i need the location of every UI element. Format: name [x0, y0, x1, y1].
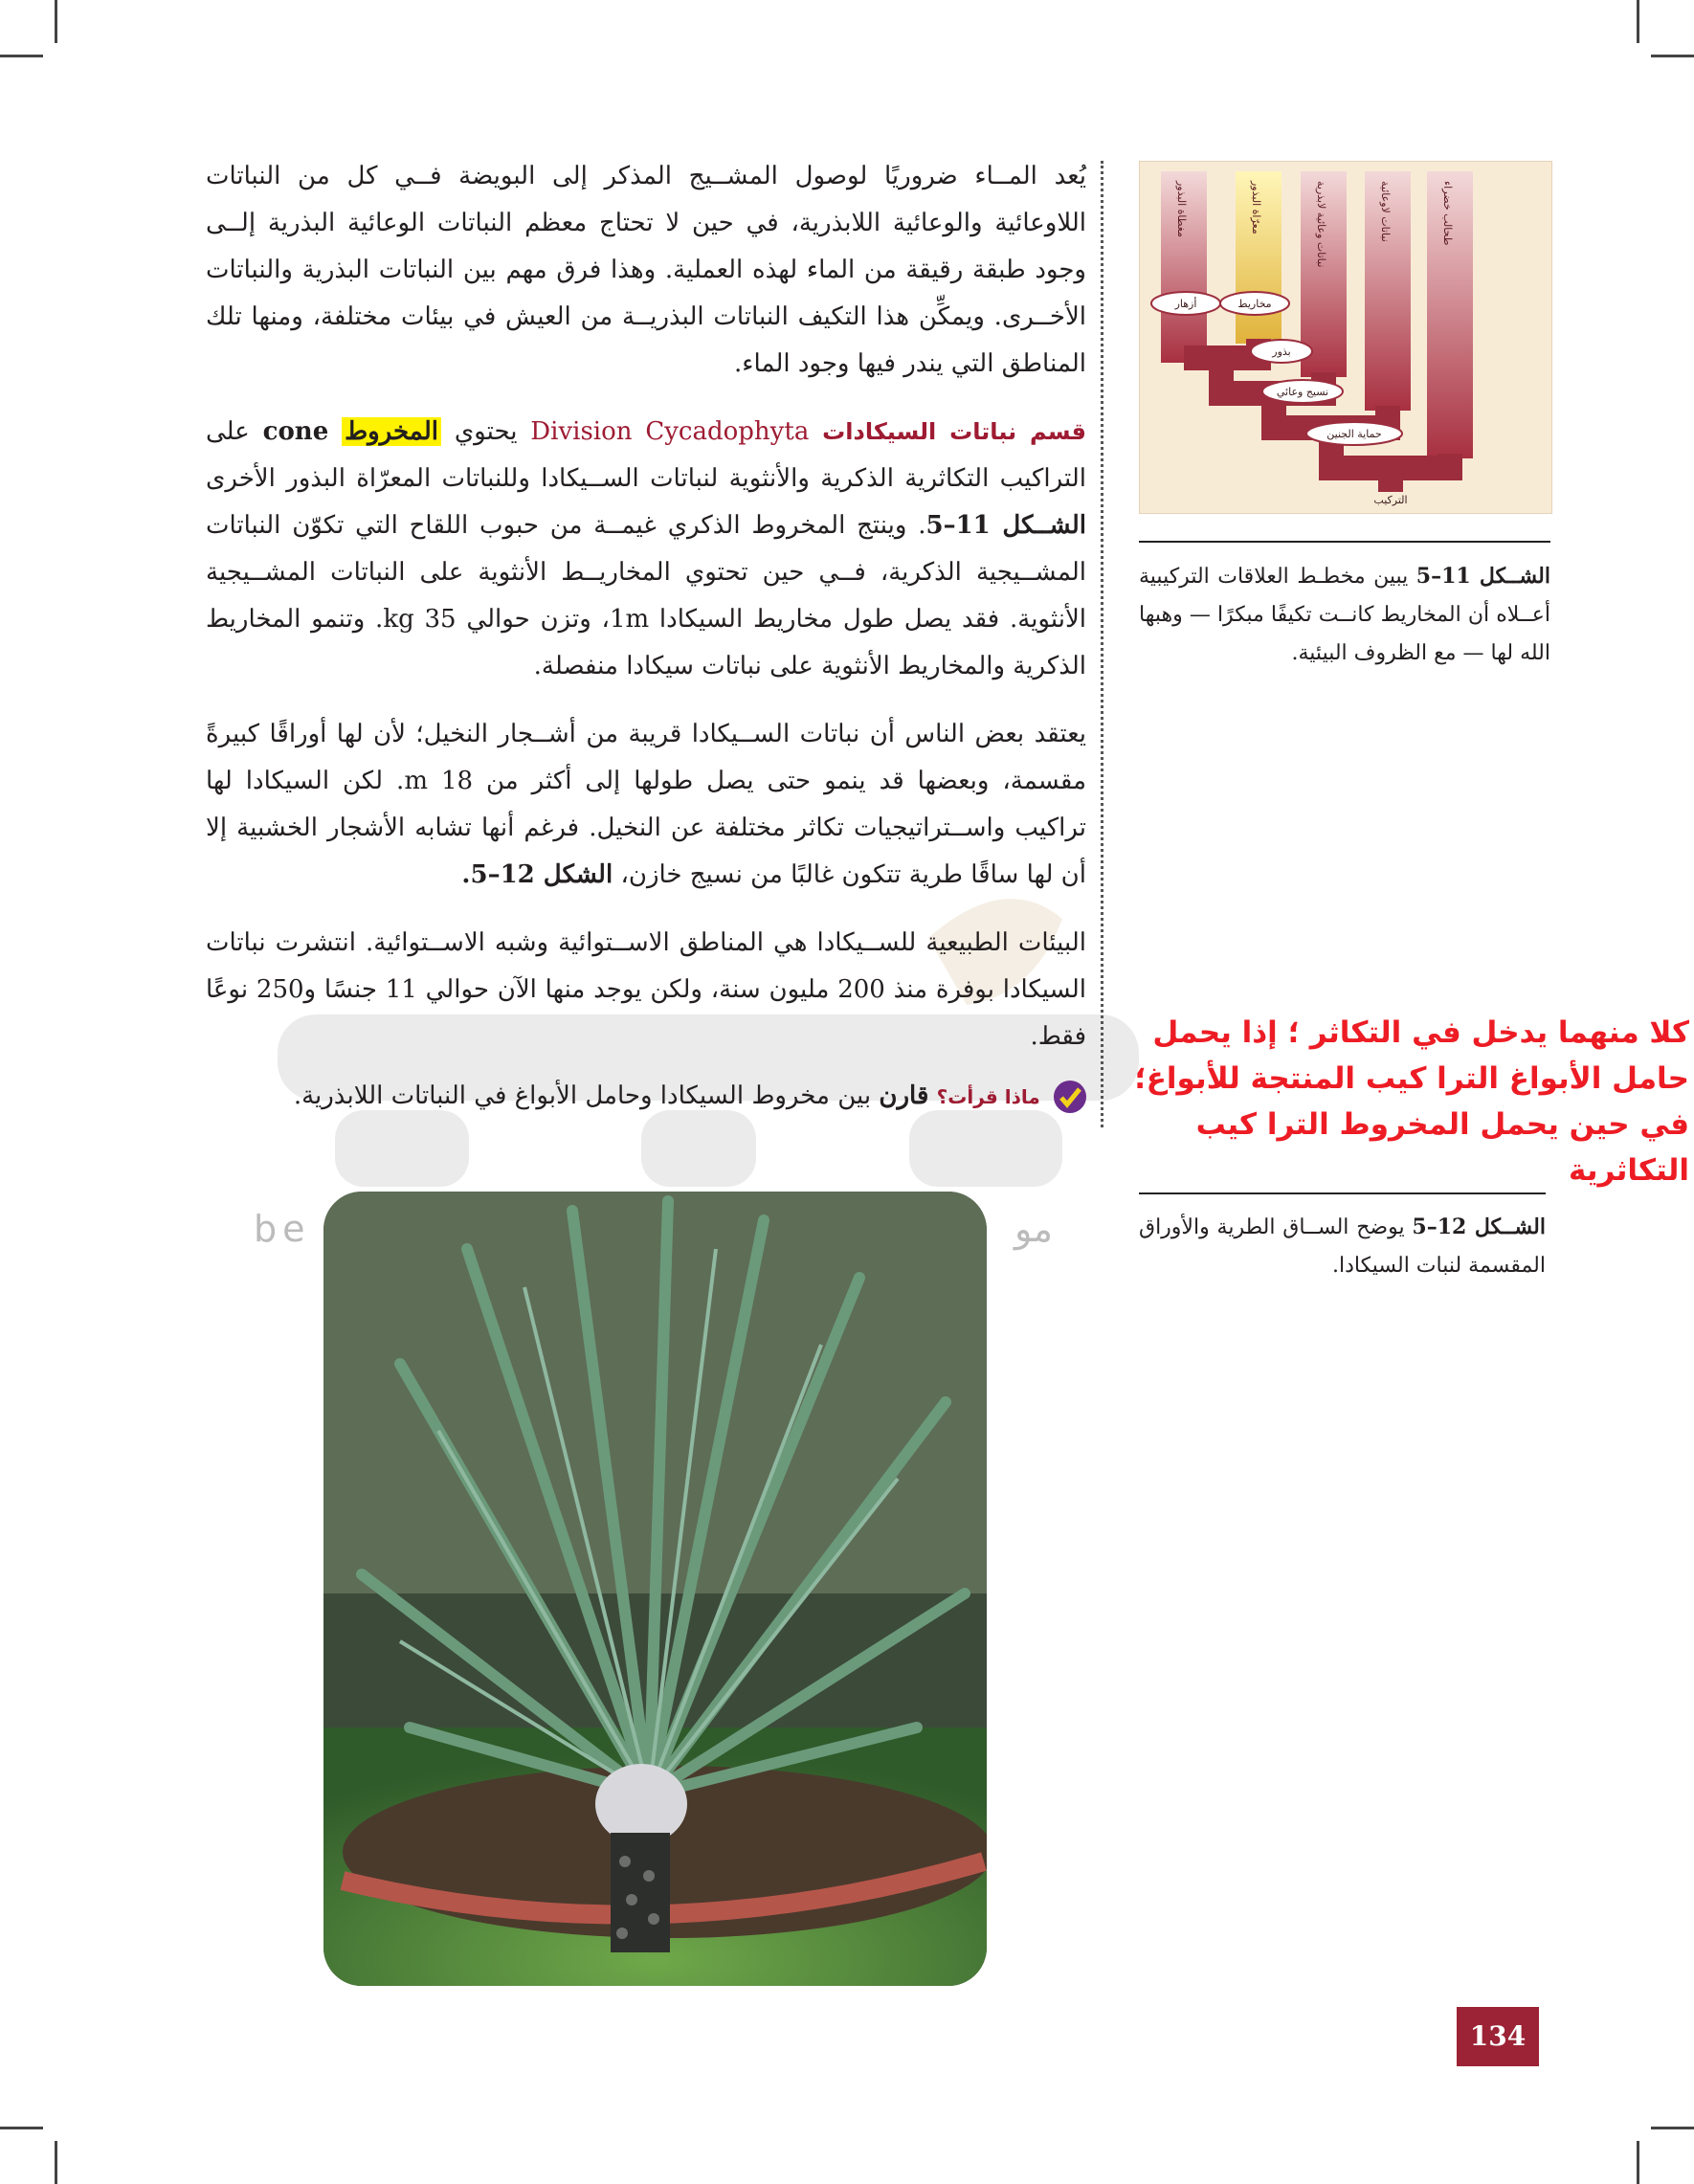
crop-mark-top-left	[55, 0, 57, 43]
figure-11-caption-text: يبين مخطـط العلاقات التركيبية أعــلاه أن المخاريط كانــت تكيفًا مبكرًا — وهبها الله لها — مع الظروف البيئية.	[1139, 565, 1550, 665]
checkmark-icon	[1054, 1081, 1086, 1113]
figure-ref-11: الشــكل 11–5	[925, 511, 1086, 540]
crop-mark-bottom-left	[55, 2141, 57, 2184]
column-divider	[1101, 161, 1103, 1127]
crop-mark-top-left-h	[0, 55, 43, 57]
crop-mark-top-right	[1637, 0, 1639, 43]
crop-mark-bottom-left-h	[0, 2127, 43, 2129]
section-heading-en: Division Cycadophyta	[530, 417, 810, 446]
axis-label-structure: التركيب	[1373, 494, 1408, 506]
crop-mark-bottom-right	[1637, 2141, 1639, 2184]
figure-12-ref: الشــكل 12–5	[1412, 1215, 1546, 1239]
node-seeds: بذور	[1272, 345, 1291, 358]
key-term-cone: المخروط	[342, 417, 441, 446]
node-embryo-protection: حماية الجنين	[1326, 428, 1382, 440]
reading-check-label: ماذا قرأت؟	[936, 1085, 1040, 1108]
reading-check-verb: قارن	[879, 1081, 929, 1110]
cone-text: على التراكيب التكاثرية الذكرية والأنثوية لنباتات الســيكادا وللنباتات المعرّاة البذور الأخرى	[206, 417, 1086, 493]
clade-label-green-algae: طحالب خضراء	[1441, 181, 1454, 246]
crop-mark-bottom-right-h	[1651, 2127, 1694, 2129]
reading-check-question: بين مخروط السيكادا وحامل الأبواغ في النباتات اللابذرية.	[293, 1081, 872, 1110]
figure-11-ref: الشــكل 11–5	[1415, 564, 1550, 589]
paragraph-palms	[206, 711, 1086, 899]
text-contains: يحتوي	[454, 417, 518, 446]
reading-check	[206, 1077, 1086, 1116]
crop-mark-top-right-h	[1651, 55, 1694, 57]
clade-label-seedless: نباتات وعائية لابذرية	[1315, 181, 1327, 268]
figure-12-caption-text: يوضح الســاق الطرية والأوراق المقسمة لنبات السيكادا.	[1139, 1215, 1546, 1278]
node-flowers: أزهار	[1174, 298, 1197, 310]
node-cones: مخاريط	[1237, 298, 1272, 310]
node-vascular-tissue: نسيج وعائي	[1276, 386, 1329, 398]
figure-11-caption-rule	[1139, 541, 1550, 543]
clade-label-angiosperms: مغطاة البذور	[1175, 181, 1188, 237]
watermark-text-right: مو	[1014, 1208, 1053, 1250]
figure-12-caption	[1139, 1208, 1546, 1285]
page-number: 134	[1457, 2007, 1539, 2066]
cone-text-rest: . وينتج المخروط الذكري غيمــة من حبوب اللقاح التي تكوّن النباتات المشــيجية الذكرية، فــي حين تحتوي المخاريــط الأنثوية على النباتات المشــيجية الأنثوية. فقد يصل طول مخاريط السيكادا 1m، وتزن حوالي 35 kg. وتنمو المخاريط الذكرية والمخاريط الأنثوية على نباتات سيكادا منفصلة.	[206, 511, 1086, 680]
figure-11-cladogram	[1139, 161, 1552, 514]
figure-12-caption-rule	[1139, 1192, 1546, 1194]
section-heading: قسم نباتات السيكادات	[822, 418, 1086, 445]
palms-text: يعتقد بعض الناس أن نباتات الســيكادا قريبة من أشــجار النخيل؛ لأن لها أوراقًا كبيرةً مقسمة، وبعضها قد ينمو حتى يصل طولها إلى أكثر من 18 m. لكن السيكادا لها تراكيب واســتراتيجيات تكاثر مختلفة عن النخيل. فرغم أنها تشابه الأشجار الخشبية إلا أن لها ساقًا طرية تتكون غالبًا من نسيج خازن،	[206, 720, 1086, 889]
cladogram-svg	[1140, 162, 1551, 513]
paragraph-habitat: البيئات الطبيعية للســيكادا هي المناطق الاســتوائية وشبه الاســتوائية. انتشرت نباتات السيكادا بوفرة منذ 200 مليون سنة، ولكن يوجد منها الآن حوالي 11 جنسًا و250 نوعًا فقط.	[206, 928, 1086, 1051]
figure-11-caption	[1139, 557, 1550, 673]
clade-label-gymnosperms: معرّاة البذور	[1250, 181, 1262, 234]
clade-label-nonvascular: نباتات لاوعائية	[1379, 181, 1392, 242]
handwritten-answer: كلا منهما يدخل في التكاثر ؛ إذا يحمل حامل الأبواغ الترا كيب المنتجة للأبواغ؛ في حين يحمل المخروط الترا كيب التكاثرية	[1134, 1015, 1689, 1188]
figure-ref-12: الشكل 12–5.	[461, 860, 613, 889]
paragraph-cycadophyta	[206, 409, 1086, 690]
paragraph-water: يُعد المــاء ضروريًا لوصول المشــيج المذكر إلى البويضة فــي كل من النباتات اللاوعائية والوعائية اللابذرية، في حين لا تحتاج معظم النباتات الوعائية البذرية إلــى وجود طبقة رقيقة من الماء لهذه العملية. وهذا فرق مهم بين النباتات البذرية والنباتات الأخــرى. ويمكِّن هذا التكيف النباتات البذريــة من العيش في بيئات مختلفة، ومنها تلك المناطق التي يندر فيها وجود الماء.	[206, 162, 1086, 378]
main-column	[206, 153, 1086, 1081]
key-term-cone-en: cone	[262, 417, 329, 446]
cycad-photo	[323, 1192, 987, 1986]
watermark-text-left: be	[254, 1208, 311, 1250]
